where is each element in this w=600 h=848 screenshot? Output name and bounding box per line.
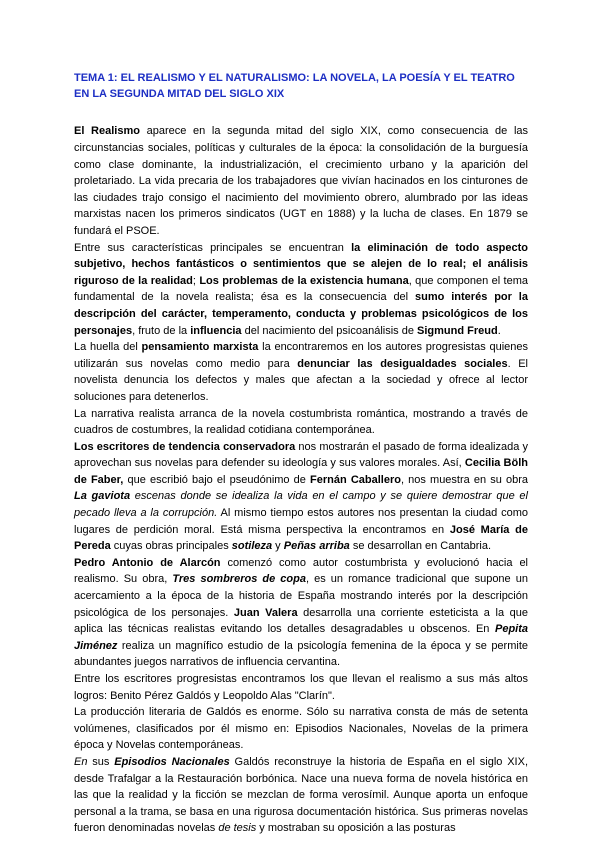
- paragraph: [74, 439, 528, 555]
- bold-text: [232, 540, 272, 552]
- emphasis-text: Tres sombreros de copa: [172, 573, 306, 586]
- bold-text: Sigmund Freud: [417, 324, 498, 337]
- body-text: .: [497, 324, 501, 337]
- body-text: y mostraban su oposición a las posturas: [256, 822, 456, 835]
- body-text: , fruto de la: [132, 324, 191, 337]
- body-text: sus: [87, 755, 115, 768]
- bold-text: Cecilia Bölh de Faber,: [74, 457, 528, 486]
- body-text: , es un romance tradicional que supone un acercamiento a la época de la historia de España mostrando interés por la descripción psicológica de los personajes.: [74, 573, 528, 619]
- bold-text: sumo interés por la descripción del carácter, temperamento, conducta y problemas psicológicos de los personajes: [74, 291, 528, 337]
- italic-text: escenas donde se idealiza la vida en el campo y se quiere demostrar que el pecado lleva a la corrupción.: [74, 490, 528, 520]
- emphasis-text: sotileza: [231, 540, 273, 553]
- body-text: La narrativa realista arranca de la novela costumbrista romántica, mostrando a través de cuadros de costumbres, la realidad cotidiana contemporánea.: [74, 407, 528, 437]
- body-text: y: [272, 540, 284, 553]
- body-text: La huella del: [74, 341, 142, 354]
- bold-text: la eliminación de todo aspecto subjetivo, hechos fantásticos o sentimientos que se alejen de lo real; el análisis riguroso de la realidad: [74, 241, 528, 287]
- document-title: TEMA 1: EL REALISMO Y EL NATURALISMO: LA NOVELA, LA POESÍA Y EL TEATRO EN LA SEGUNDA MITAD DEL SIGLO XIX: [74, 72, 515, 101]
- bold-text: Los problemas de la existencia humana: [199, 274, 409, 287]
- body-text: cuyas obras principales: [110, 540, 232, 553]
- emphasis-text: Episodios Nacionales: [114, 755, 230, 768]
- body-text: . El novelista denuncia los defectos y males que afectan a la sociedad y ofrece al lector soluciones para detenerlos.: [74, 357, 528, 403]
- body-text: se desarrollan en Cantabria.: [349, 540, 492, 553]
- paragraph: [74, 555, 528, 671]
- bold-text: Fernán Caballero: [310, 473, 401, 486]
- bold-text: Los escritores de tendencia conservadora: [74, 440, 296, 453]
- paragraph: [74, 671, 528, 704]
- bold-text: influencia: [190, 324, 242, 337]
- body-text: La producción literaria de Galdós es enorme. Sólo su narrativa consta de más de setenta volúmenes, clasificados por él mismo en: Episodios Nacionales, Novelas de la primera época y Novelas contemporáneas.: [74, 706, 528, 752]
- italic-text: de tesis: [218, 822, 257, 835]
- paragraph: [74, 754, 528, 837]
- bold-text: denunciar las desigualdades sociales: [297, 357, 508, 370]
- bold-text: [284, 540, 350, 552]
- body-text: comenzó como autor costumbrista y evolucionó hacia el realismo. Su obra,: [74, 556, 529, 586]
- body-text: aparece en la segunda mitad del siglo XIX, como consecuencia de las circunstancias sociales, políticas y culturales de la época: la consolidación de la burguesía como clase dominante, la industrialización, el crecimiento urbano y la aparición del proletariado. La vida precaria de los trabajadores que vivían hacinados en los cinturones de las ciudades trajo consigo el nacimiento del movimiento obrero, alumbrado por las ideas marxistas nacen los primeros sindicatos (UGT en 1888) y la lucha de clases. En 1879 se fundará el PSOE.: [74, 125, 529, 237]
- italic-text: En: [74, 755, 88, 768]
- bold-text: José María de Pereda: [74, 523, 528, 553]
- body-text: Al mismo tiempo estos autores nos presentan la ciudad como lugares de perdición moral. Está misma perspectiva la encontramos en: [74, 507, 529, 536]
- emphasis-text: Pepita Jiménez: [74, 623, 528, 652]
- body-text: nos mostrarán el pasado de forma idealizada y aprovechan sus novelas para defender su ideología y sus valores morales. Así,: [74, 440, 528, 470]
- emphasis-text: La gaviota: [74, 490, 131, 503]
- body-text: Entre sus características principales se encuentran: [74, 241, 352, 254]
- body-text: , nos muestra en su obra: [400, 473, 529, 486]
- bold-text: pensamiento marxista: [141, 341, 259, 354]
- paragraph: [74, 704, 528, 754]
- body-text: del nacimiento del psicoanálisis de: [241, 324, 418, 337]
- body-text: la encontraremos en los autores progresistas quienes utilizarán sus novelas como medio para: [74, 341, 529, 370]
- paragraph: [74, 406, 528, 439]
- emphasis-text: Peñas arriba: [283, 540, 350, 553]
- bold-text: Pedro Antonio de Alarcón: [74, 556, 221, 569]
- body-text: , que componen el tema fundamental de la novela realista; ésa es la consecuencia del: [74, 274, 528, 304]
- body-text: que escribió bajo el pseudónimo de: [123, 473, 311, 486]
- body-text: realiza un magnífico estudio de la psicología femenina de la época y se permite abundantes juegos narrativos de influencia cervantina.: [74, 639, 528, 669]
- bold-text: Juan Valera: [233, 606, 298, 619]
- body-text: Entre los escritores progresistas encontramos los que llevan el realismo a sus más altos logros: Benito Pérez Galdós y Leopoldo Alas "Clarín".: [74, 673, 528, 702]
- bold-text: [74, 490, 130, 502]
- paragraph: [74, 123, 528, 239]
- document-body: [74, 123, 528, 837]
- bold-text: El Realismo: [74, 125, 140, 138]
- body-text: Galdós reconstruye la historia de España en el siglo XIX, desde Trafalgar a la Restauración borbónica. Nace una nueva forma de novela histórica en las que la realidad y la ficción se mezclan de forma verosímil. Aunque aporta un enfoque personal a la trama, se basa en una rigurosa documentación histórica. Sus primeras novelas fueron denominadas novelas: [74, 755, 529, 835]
- document-page: [74, 70, 528, 837]
- body-text: desarrolla una corriente esteticista a la que aplica las técnicas realistas evitando los detalles desagradables u obscenos. En: [74, 606, 528, 636]
- paragraph: [74, 339, 528, 405]
- body-text: ;: [192, 274, 200, 287]
- paragraph: [74, 240, 528, 340]
- bold-text: [114, 756, 229, 768]
- bold-text: [172, 573, 306, 585]
